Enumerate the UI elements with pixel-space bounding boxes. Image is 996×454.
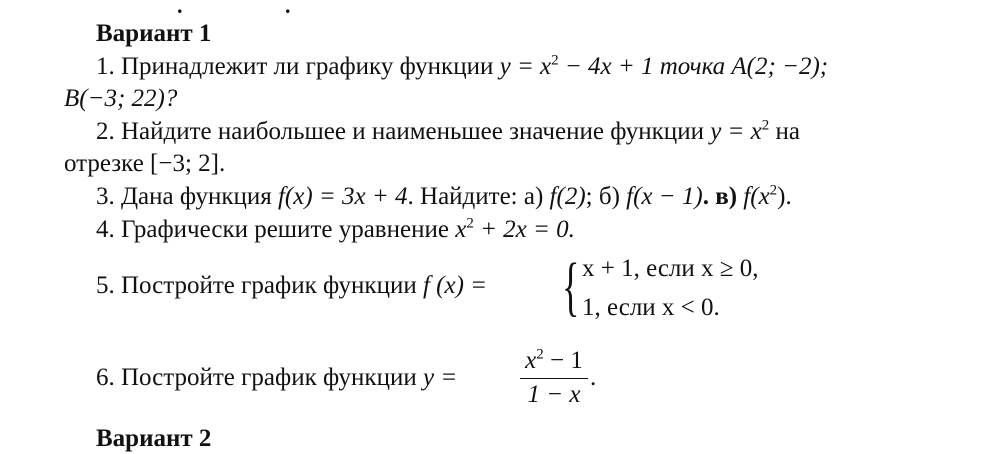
task-3-text: 3. Дана функция [96, 183, 278, 210]
task-1-function: y = x [499, 53, 552, 80]
task-2-exponent: 2 [761, 117, 770, 134]
task-1-function-rest: − 4x + 1 точка [558, 53, 732, 80]
task-3-function: f(x) = 3x + 4 [277, 183, 408, 210]
task-3-part-b: f(x − 1) [626, 183, 703, 210]
task-1-point-a: A(2; −2); [731, 53, 829, 80]
task-3-line [96, 182, 792, 212]
task-2-line-1 [96, 117, 800, 147]
variant-1-heading: Вариант 1 [96, 20, 212, 47]
task-4-exponent: 2 [466, 215, 474, 232]
task-6-numerator-x: x [525, 347, 537, 374]
task-1-line-2: B(−3; 22)? [64, 85, 178, 112]
task-3-part-c-exponent: 2 [769, 182, 778, 199]
task-4-equation: x [455, 216, 467, 243]
task-3-c-label: . в) [702, 183, 744, 210]
task-3-part-a: f(2) [549, 183, 586, 210]
task-3-rest: . Найдите: а) [407, 183, 550, 210]
top-mark-left: . [177, 0, 183, 18]
task-6-end: . [590, 364, 597, 391]
task-3-part-c-end: ). [777, 183, 792, 210]
task-1-exponent: 2 [551, 52, 559, 69]
task-1-text: 1. Принадлежит ли графику функции [96, 53, 500, 80]
task-1-line-1 [96, 52, 828, 82]
task-5-case-1: x + 1, если x ≥ 0, [582, 255, 759, 282]
task-5-case-2: 1, если x < 0. [582, 294, 720, 321]
task-6-denominator: 1 − x [527, 381, 581, 408]
task-2-function: y = x [710, 118, 762, 145]
task-5-line [96, 271, 487, 301]
task-3-b-label: ; б) [585, 183, 627, 210]
task-6-numerator [520, 346, 588, 379]
top-mark-right: . [285, 0, 291, 18]
task-5-text: 5. Постройте график функции [96, 272, 423, 299]
task-6-line [96, 363, 457, 393]
task-6-text: 6. Постройте график функции [96, 364, 423, 391]
task-3-part-c: f(x [743, 183, 770, 210]
task-4-equation-rest: + 2x = 0. [473, 216, 575, 243]
task-2-line-2: отрезке [−3; 2]. [64, 150, 226, 177]
task-6-fraction [520, 346, 588, 411]
piecewise-brace: { [562, 250, 580, 323]
task-2-rest: на [769, 118, 800, 145]
task-6-function: y = [422, 364, 458, 391]
task-2-text: 2. Найдите наибольшее и наименьшее значение функции [96, 118, 711, 145]
task-6-numerator-rest: − 1 [543, 347, 583, 374]
variant-2-heading: Вариант 2 [96, 425, 212, 452]
task-5-function: f (x) = [422, 272, 488, 299]
task-4-line [96, 215, 575, 245]
task-4-text: 4. Графически решите уравнение [96, 216, 456, 243]
task-6-numerator-exponent: 2 [536, 346, 544, 363]
